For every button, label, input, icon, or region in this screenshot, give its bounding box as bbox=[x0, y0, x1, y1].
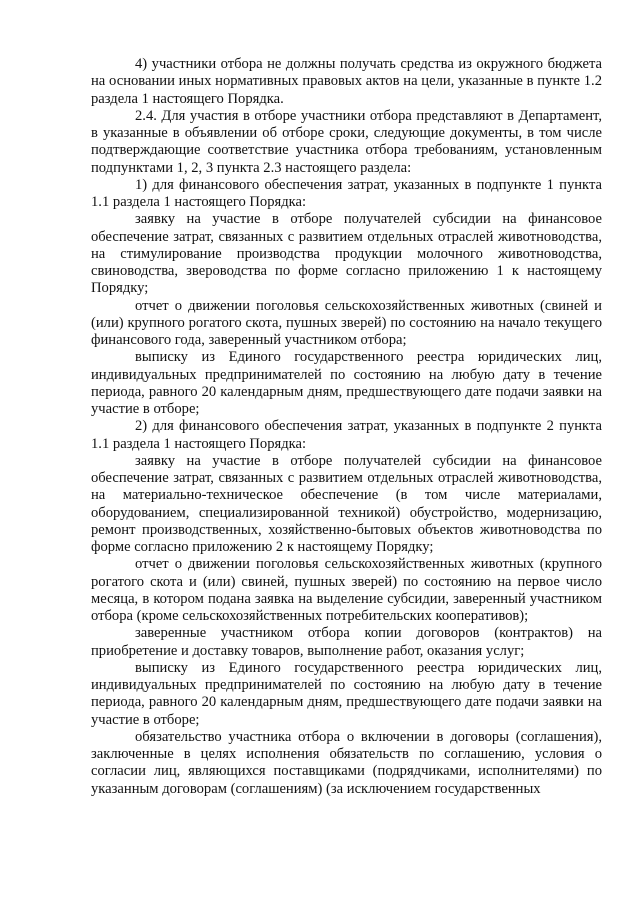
paragraph-livestock-report-2: отчет о движении поголовья сельскохозяйственных животных (крупного рогатого скота и (или) свиней, пушных зверей) по состоянию на первое число месяца, в котором подана заявка на выделение субсидии, заверенный участником отбора (кроме сельскохозяйственных потребительских кооперативов); bbox=[91, 556, 602, 624]
paragraph-item-4-no-other-funding: 4) участники отбора не должны получать средства из окружного бюджета на основании иных нормативных правовых актов на цели, указанные в пункте 1.2 раздела 1 настоящего Порядка. bbox=[91, 56, 602, 107]
paragraph-application-form-1: заявку на участие в отборе получателей субсидии на финансовое обеспечение затрат, связанных с развитием отдельных отраслей животноводства, на стимулирование производства продукции молочного животноводства, свиноводства, звероводства по форме согласно приложению 1 к настоящему Порядку; bbox=[91, 211, 602, 297]
paragraph-obligation-clause: обязательство участника отбора о включении в договоры (соглашения), заключенные в целях исполнения обязательств по соглашению, условия о согласии лиц, являющихся поставщиками (подрядчиками, исполнителями) по указанным договорам (соглашениям) (за исключением государственных bbox=[91, 728, 602, 797]
paragraph-livestock-report-1: отчет о движении поголовья сельскохозяйственных животных (свиней и (или) крупного рогатого скота, пушных зверей) по состоянию на начало текущего финансового года, заверенный участником отбора; bbox=[91, 297, 602, 348]
paragraph-subitem-1-heading: 1) для финансового обеспечения затрат, указанных в подпункте 1 пункта 1.1 раздела 1 настоящего Порядка: bbox=[91, 176, 602, 210]
paragraph-registry-extract-2: выписку из Единого государственного реестра юридических лиц, индивидуальных предпринимателей по состоянию на любую дату в течение периода, равного 20 календарным дням, предшествующего дате подачи заявки на участие в отборе; bbox=[91, 659, 602, 728]
document-page bbox=[91, 56, 602, 798]
paragraph-application-form-2: заявку на участие в отборе получателей субсидии на финансовое обеспечение затрат, связанных с развитием отдельных отраслей животноводства, на материально-техническое обеспечение (в том числе материалами, оборудованием, специализированной техникой) обустройство, модернизацию, ремонт производственных, хозяйственно-бытовых объектов животноводства по форме согласно приложению 2 к настоящему Порядку; bbox=[91, 452, 602, 555]
paragraph-registry-extract-1: выписку из Единого государственного реестра юридических лиц, индивидуальных предпринимателей по состоянию на любую дату в течение периода, равного 20 календарным дням, предшествующего дате подачи заявки на участие в отборе; bbox=[91, 349, 602, 417]
paragraph-contract-copies: заверенные участником отбора копии договоров (контрактов) на приобретение и доставку товаров, выполнение работ, оказания услуг; bbox=[91, 625, 602, 659]
paragraph-2-4-documents: 2.4. Для участия в отборе участники отбора представляют в Департамент, в указанные в объявлении об отборе сроки, следующие документы, в том числе подтверждающие соответствие участника отбора требованиям, установленным подпунктами 1, 2, 3 пункта 2.3 настоящего раздела: bbox=[91, 107, 602, 176]
paragraph-subitem-2-heading: 2) для финансового обеспечения затрат, указанных в подпункте 2 пункта 1.1 раздела 1 настоящего Порядка: bbox=[91, 418, 602, 452]
